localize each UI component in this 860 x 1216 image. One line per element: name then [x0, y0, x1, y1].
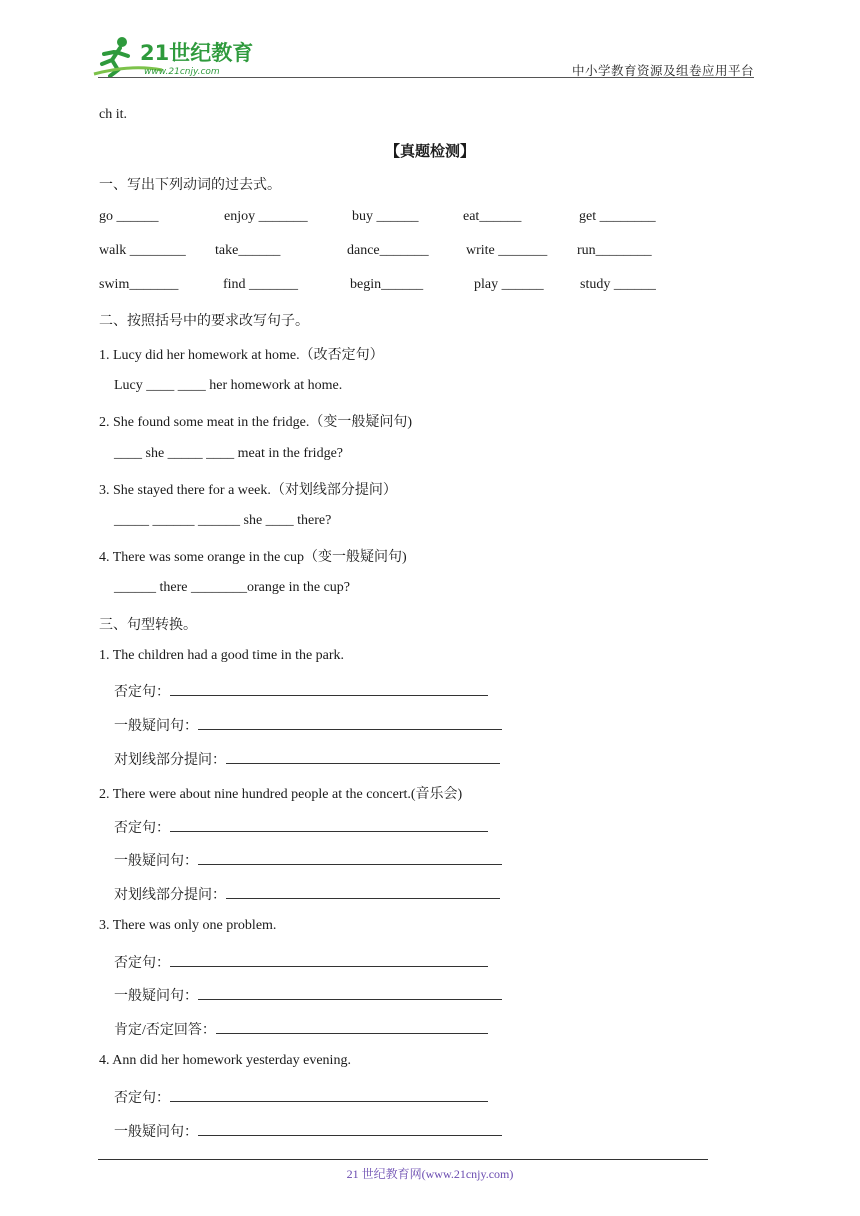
rewrite-question: 3. She stayed there for a week.（对划线部分提问） [99, 483, 397, 498]
section-title: 【真题检测】 [384, 142, 475, 160]
rewrite-question: 2. She found some meat in the fridge.（变一般疑问句) [99, 415, 413, 430]
part3-heading: 三、句型转换。 [99, 618, 197, 633]
answer-line: 否定句： [114, 952, 488, 972]
verb-item: go ______ [99, 209, 159, 224]
site-logo [92, 34, 262, 78]
transform-question: 1. The children had a good time in the park. [99, 648, 345, 663]
rewrite-question: 4. There was some orange in the cup（变一般疑问句) [99, 550, 407, 565]
verb-item: begin______ [350, 277, 424, 292]
verb-item: study ______ [580, 277, 656, 292]
logo-url: www.21cnjy.com [144, 67, 220, 77]
answer-line: 一般疑问句： [114, 985, 502, 1005]
answer-line: 否定句： [114, 681, 488, 701]
verb-item: run________ [577, 243, 652, 258]
answer-line: 肯定/否定回答： [114, 1019, 488, 1039]
answer-line: 一般疑问句： [114, 1121, 502, 1141]
verb-item: write _______ [466, 243, 548, 258]
logo-wordmark: 21世纪教育 [140, 41, 254, 65]
transform-question: 2. There were about nine hundred people at the concert.(音乐会) [99, 787, 463, 802]
verb-item: eat______ [463, 209, 522, 224]
verb-item: swim_______ [99, 277, 179, 292]
answer-line: 对划线部分提问： [114, 749, 500, 769]
footer-text: 21 世纪教育网(www.21cnjy.com) [346, 1167, 514, 1181]
rewrite-answer: ____ she _____ ____ meat in the fridge? [114, 446, 344, 461]
part2-heading: 二、按照括号中的要求改写句子。 [99, 314, 309, 329]
verb-item: dance_______ [347, 243, 429, 258]
answer-line: 否定句： [114, 817, 488, 837]
answer-line: 一般疑问句： [114, 850, 502, 870]
verb-item: play ______ [474, 277, 544, 292]
transform-question: 3. There was only one problem. [99, 918, 277, 933]
part1-heading: 一、写出下列动词的过去式。 [99, 178, 281, 193]
header-divider [98, 77, 754, 78]
answer-line: 一般疑问句： [114, 715, 502, 735]
rewrite-question: 1. Lucy did her homework at home.（改否定句） [99, 348, 384, 363]
rewrite-answer: ______ there ________orange in the cup? [114, 580, 350, 595]
transform-question: 4. Ann did her homework yesterday evening. [99, 1053, 351, 1068]
rewrite-answer: _____ ______ ______ she ____ there? [114, 513, 332, 528]
rewrite-answer: Lucy ____ ____ her homework at home. [114, 378, 343, 393]
footer-divider [98, 1159, 708, 1160]
verb-item: enjoy _______ [224, 209, 308, 224]
answer-line: 对划线部分提问： [114, 884, 500, 904]
answer-line: 否定句： [114, 1087, 488, 1107]
verb-item: buy ______ [352, 209, 419, 224]
verb-item: walk ________ [99, 243, 186, 258]
verb-item: find _______ [223, 277, 299, 292]
verb-item: take______ [215, 243, 281, 258]
continuation-text: ch it. [99, 107, 127, 122]
verb-item: get ________ [579, 209, 656, 224]
header-platform-text: 中小学教育资源及组卷应用平台 [571, 64, 754, 78]
